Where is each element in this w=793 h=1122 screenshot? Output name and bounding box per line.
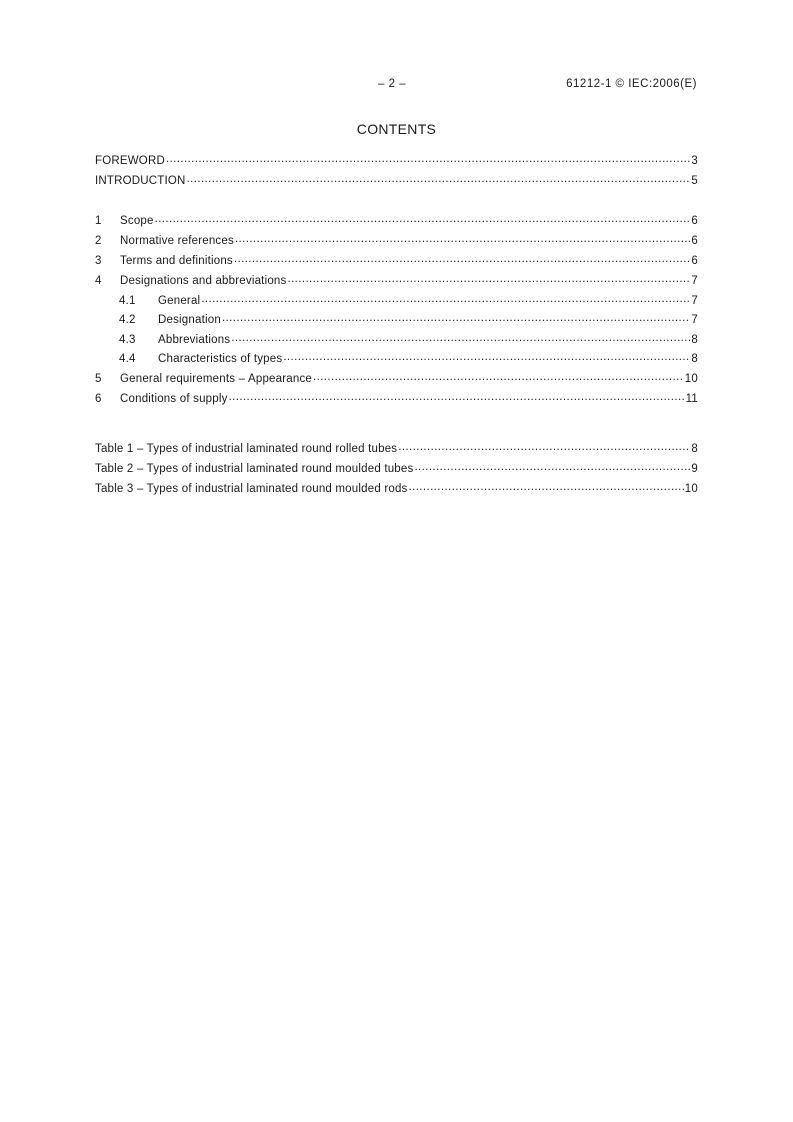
toc-entry-page: 5 (691, 174, 698, 187)
toc-entry-page: 3 (691, 154, 698, 167)
toc-entry-title: Table 1 – Types of industrial laminated round rolled tubes (95, 442, 398, 455)
toc-entry-title: Normative references (120, 234, 234, 247)
dot-leader (234, 252, 691, 264)
dot-leader (287, 272, 690, 284)
toc-entry-title: Conditions of supply (120, 392, 228, 405)
toc-entry-clause-3[interactable] (95, 252, 698, 272)
toc-entry-title: Table 2 – Types of industrial laminated round moulded tubes (95, 462, 414, 475)
toc-entry-table-3[interactable] (95, 480, 698, 500)
toc-entry-title: Designation (158, 314, 221, 326)
toc-entry-clause-4-1[interactable] (95, 292, 698, 312)
toc-entry-clause-1[interactable] (95, 212, 698, 232)
dot-leader (231, 331, 690, 343)
toc-entry-page: 10 (684, 372, 698, 385)
dot-leader (187, 172, 691, 184)
toc-entry-number: 4.4 (119, 353, 136, 365)
toc-entry-number: 4.1 (119, 294, 136, 307)
toc-entry-page: 9 (691, 462, 698, 475)
toc-entry-clause-6[interactable] (95, 390, 698, 410)
toc-entry-number: 2 (95, 234, 102, 247)
dot-leader (409, 480, 684, 492)
front-matter-group (95, 152, 698, 192)
toc-entry-page: 6 (691, 234, 698, 247)
toc-entry-title: Abbreviations (158, 333, 231, 346)
dot-leader (414, 460, 690, 472)
dot-leader (313, 370, 684, 382)
toc-entry-number: 4 (95, 274, 102, 287)
toc-entry-introduction[interactable] (95, 172, 698, 192)
toc-entry-number: 5 (95, 372, 102, 385)
toc-entry-page: 8 (691, 353, 698, 365)
dot-leader (398, 440, 690, 452)
toc-entry-title: FOREWORD (95, 154, 165, 167)
dot-leader (229, 390, 685, 402)
toc-entry-number: 4.2 (119, 314, 136, 326)
toc-entry-title: Designations and abbreviations (120, 274, 287, 287)
clauses-group (95, 212, 698, 410)
toc-entry-page: 11 (685, 392, 698, 405)
toc-entry-page: 7 (691, 274, 698, 287)
toc-entry-title: Scope (120, 214, 154, 227)
table-of-contents (95, 152, 698, 520)
toc-entry-page: 7 (691, 294, 698, 307)
toc-entry-title: INTRODUCTION (95, 174, 186, 187)
toc-entry-title: Characteristics of types (158, 353, 283, 365)
toc-entry-page: 8 (691, 333, 698, 346)
toc-entry-number: 4.3 (119, 333, 136, 346)
dot-leader (201, 292, 690, 304)
toc-entry-number: 1 (95, 214, 102, 227)
toc-entry-clause-4-2[interactable] (95, 312, 698, 332)
toc-entry-page: 10 (684, 482, 698, 495)
toc-entry-table-2[interactable] (95, 460, 698, 480)
toc-entry-page: 8 (691, 442, 698, 455)
toc-entry-title: Table 3 – Types of industrial laminated round moulded rods (95, 482, 408, 495)
toc-entry-clause-4-4[interactable] (95, 351, 698, 371)
dot-leader (166, 152, 690, 164)
toc-entry-number: 3 (95, 254, 102, 267)
tables-group (95, 440, 698, 500)
toc-entry-clause-5[interactable] (95, 370, 698, 390)
toc-entry-page: 7 (691, 314, 698, 326)
dot-leader (222, 312, 690, 324)
dot-leader (283, 351, 690, 363)
toc-entry-foreword[interactable] (95, 152, 698, 172)
toc-entry-title: General requirements – Appearance (120, 372, 312, 385)
toc-entry-page: 6 (691, 254, 698, 267)
toc-entry-table-1[interactable] (95, 440, 698, 460)
page-number: – 2 – (378, 78, 407, 90)
dot-leader (235, 232, 690, 244)
toc-entry-clause-4[interactable] (95, 272, 698, 292)
contents-title: CONTENTS (356, 121, 437, 137)
document-reference: 61212-1 © IEC:2006(E) (566, 78, 697, 90)
toc-entry-number: 6 (95, 392, 102, 405)
toc-entry-clause-4-3[interactable] (95, 331, 698, 351)
toc-entry-clause-2[interactable] (95, 232, 698, 252)
toc-entry-title: General (158, 294, 201, 307)
dot-leader (155, 212, 691, 224)
toc-entry-page: 6 (691, 214, 698, 227)
toc-entry-title: Terms and definitions (120, 254, 233, 267)
